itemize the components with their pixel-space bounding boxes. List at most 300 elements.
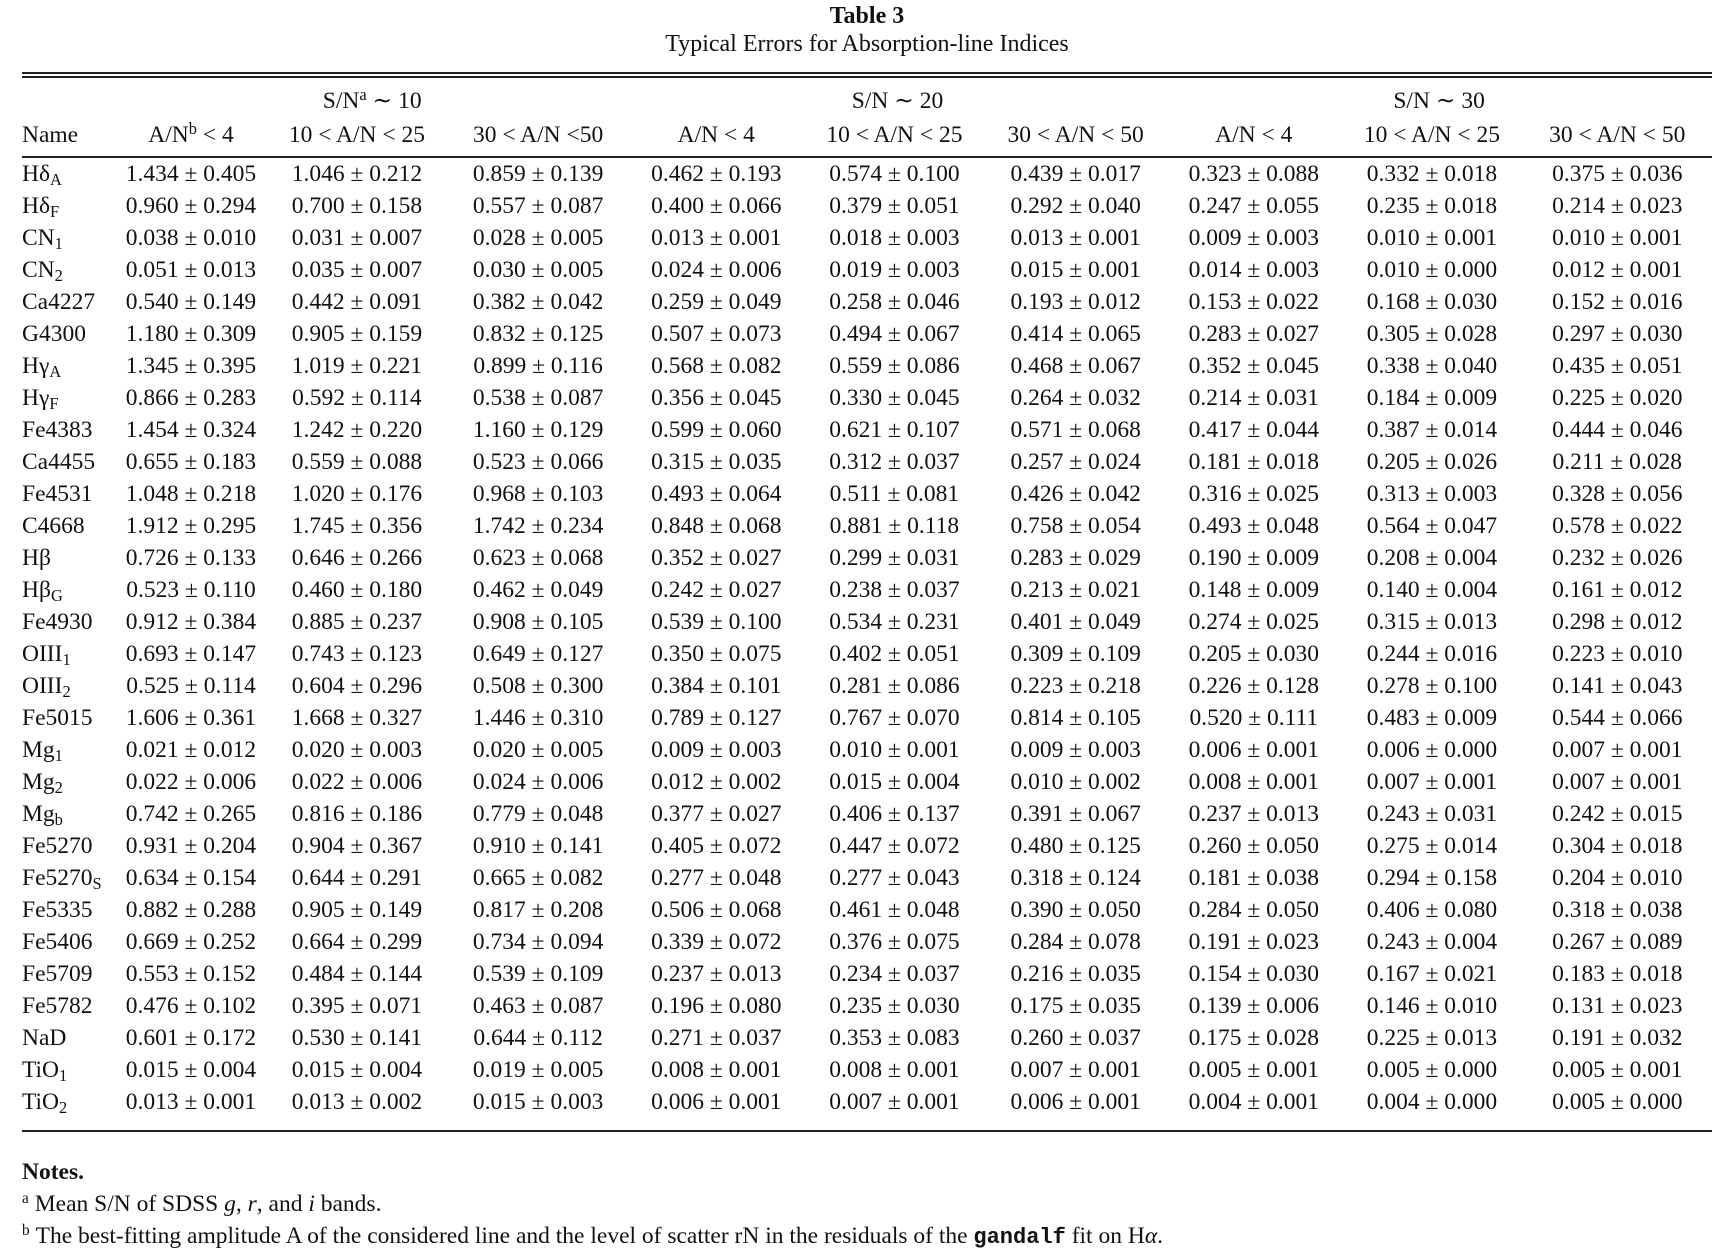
error-value: 0.534 ± 0.231 xyxy=(829,609,960,635)
error-value: 0.352 ± 0.027 xyxy=(651,545,782,571)
errors-table xyxy=(22,78,1712,1118)
index-name: NaD xyxy=(22,1025,67,1051)
error-value: 0.506 ± 0.068 xyxy=(651,897,782,923)
error-value: 0.237 ± 0.013 xyxy=(1188,801,1319,827)
index-name: $H\beta_G$ xyxy=(22,577,63,606)
error-value: 0.183 ± 0.018 xyxy=(1552,961,1683,987)
error-value: 0.742 ± 0.265 xyxy=(125,801,257,827)
error-value: 0.193 ± 0.012 xyxy=(1010,289,1141,315)
error-value: 0.323 ± 0.088 xyxy=(1188,161,1319,187)
index-name: Ca4227 xyxy=(22,289,96,315)
error-value: 0.277 ± 0.048 xyxy=(651,865,782,891)
error-value: 0.004 ± 0.000 xyxy=(1366,1089,1498,1115)
error-value: 0.181 ± 0.038 xyxy=(1188,865,1319,891)
error-value: 0.665 ± 0.082 xyxy=(472,865,604,891)
error-value: 0.243 ± 0.031 xyxy=(1366,801,1498,827)
error-value: 0.338 ± 0.040 xyxy=(1366,353,1498,379)
error-value: 0.015 ± 0.003 xyxy=(472,1089,604,1115)
error-value: 0.284 ± 0.050 xyxy=(1188,897,1319,923)
error-value: 0.235 ± 0.030 xyxy=(829,993,960,1019)
error-value: 0.208 ± 0.004 xyxy=(1366,545,1498,571)
error-value: 0.214 ± 0.031 xyxy=(1188,385,1319,411)
index-name: Fe4383 xyxy=(22,417,93,443)
table-row xyxy=(22,734,1712,766)
table-row xyxy=(22,702,1712,734)
error-value: 0.191 ± 0.032 xyxy=(1552,1025,1683,1051)
error-value: 0.316 ± 0.025 xyxy=(1188,481,1319,507)
error-value: 1.606 ± 0.361 xyxy=(125,705,257,731)
error-value: 0.544 ± 0.066 xyxy=(1552,705,1683,731)
column-header: 10 < A/N < 25 xyxy=(288,122,425,148)
error-value: 1.912 ± 0.295 xyxy=(125,513,257,539)
table-row xyxy=(22,414,1712,446)
error-value: 0.817 ± 0.208 xyxy=(472,897,604,923)
error-value: 0.022 ± 0.006 xyxy=(291,769,423,795)
error-value: 0.022 ± 0.006 xyxy=(125,769,257,795)
error-value: 0.910 ± 0.141 xyxy=(472,833,604,859)
error-value: 1.180 ± 0.309 xyxy=(125,321,257,347)
error-value: 1.019 ± 0.221 xyxy=(291,353,423,379)
table-row xyxy=(22,606,1712,638)
column-header: 30 < A/N < 50 xyxy=(1007,122,1144,148)
error-value: 0.313 ± 0.003 xyxy=(1366,481,1498,507)
error-value: 0.476 ± 0.102 xyxy=(125,993,257,1019)
error-value: 1.046 ± 0.212 xyxy=(291,161,423,187)
error-value: 0.882 ± 0.288 xyxy=(125,897,257,923)
error-value: 0.553 ± 0.152 xyxy=(125,961,257,987)
error-value: 0.758 ± 0.054 xyxy=(1010,513,1141,539)
error-value: 0.258 ± 0.046 xyxy=(829,289,960,315)
error-value: 0.196 ± 0.080 xyxy=(651,993,782,1019)
table-row xyxy=(22,286,1712,318)
index-name: TiO$_2$ xyxy=(22,1089,68,1118)
error-value: 0.931 ± 0.204 xyxy=(125,833,257,859)
error-value: 0.007 ± 0.001 xyxy=(1552,737,1683,763)
error-value: 0.235 ± 0.018 xyxy=(1366,193,1498,219)
table-row xyxy=(22,318,1712,350)
error-value: 0.191 ± 0.023 xyxy=(1188,929,1319,955)
group-header-row xyxy=(22,78,1712,116)
error-value: 0.905 ± 0.149 xyxy=(291,897,423,923)
error-value: 1.434 ± 0.405 xyxy=(125,161,257,187)
error-value: 0.205 ± 0.030 xyxy=(1188,641,1319,667)
error-value: 0.216 ± 0.035 xyxy=(1010,961,1141,987)
error-value: 0.153 ± 0.022 xyxy=(1188,289,1319,315)
group-header-sn10: $S/N^a$ ∼ 10 xyxy=(322,84,422,114)
error-value: 0.377 ± 0.027 xyxy=(651,801,782,827)
error-value: 0.447 ± 0.072 xyxy=(829,833,960,859)
error-value: 0.006 ± 0.001 xyxy=(1010,1089,1141,1115)
error-value: 0.031 ± 0.007 xyxy=(291,225,423,251)
error-value: 0.294 ± 0.158 xyxy=(1366,865,1498,891)
error-value: 0.414 ± 0.065 xyxy=(1010,321,1141,347)
error-value: 0.035 ± 0.007 xyxy=(291,257,423,283)
table-row xyxy=(22,542,1712,574)
error-value: 0.007 ± 0.001 xyxy=(829,1089,960,1115)
error-value: 0.859 ± 0.139 xyxy=(472,161,604,187)
error-value: 0.140 ± 0.004 xyxy=(1366,577,1498,603)
index-name: Hβ xyxy=(22,545,51,571)
index-name: G4300 xyxy=(22,321,86,347)
error-value: 0.899 ± 0.116 xyxy=(473,353,603,379)
error-value: 0.391 ± 0.067 xyxy=(1010,801,1141,827)
table-row xyxy=(22,574,1712,606)
error-value: 0.743 ± 0.123 xyxy=(291,641,423,667)
error-value: 0.005 ± 0.001 xyxy=(1552,1057,1683,1083)
error-value: 0.283 ± 0.027 xyxy=(1188,321,1319,347)
error-value: 0.379 ± 0.051 xyxy=(829,193,960,219)
error-value: 0.968 ± 0.103 xyxy=(472,481,604,507)
error-value: 0.274 ± 0.025 xyxy=(1188,609,1319,635)
error-value: 0.315 ± 0.013 xyxy=(1366,609,1498,635)
error-value: 0.816 ± 0.186 xyxy=(291,801,423,827)
column-header: 10 < A/N < 25 xyxy=(826,122,963,148)
error-value: 0.511 ± 0.081 xyxy=(829,481,960,507)
error-value: 0.493 ± 0.064 xyxy=(651,481,782,507)
index-name: Fe4531 xyxy=(22,481,93,507)
error-value: 0.382 ± 0.042 xyxy=(472,289,604,315)
index-name: Fe5709 xyxy=(22,961,93,987)
error-value: 0.480 ± 0.125 xyxy=(1010,833,1141,859)
error-value: 0.376 ± 0.075 xyxy=(829,929,960,955)
error-value: 0.538 ± 0.087 xyxy=(472,385,604,411)
error-value: 0.271 ± 0.037 xyxy=(651,1025,782,1051)
table-row xyxy=(22,478,1712,510)
error-value: 0.275 ± 0.014 xyxy=(1366,833,1498,859)
top-rule-outer xyxy=(22,72,1712,74)
error-value: 0.277 ± 0.043 xyxy=(829,865,960,891)
error-value: 0.175 ± 0.028 xyxy=(1188,1025,1319,1051)
index-name: $H\gamma_A$ xyxy=(22,353,62,382)
error-value: 0.390 ± 0.050 xyxy=(1010,897,1141,923)
error-value: 0.318 ± 0.038 xyxy=(1552,897,1683,923)
error-value: 0.789 ± 0.127 xyxy=(651,705,782,731)
index-name: $Mg_2$ xyxy=(22,769,63,798)
error-value: 0.484 ± 0.144 xyxy=(291,961,423,987)
error-value: 0.592 ± 0.114 xyxy=(292,385,422,411)
index-name: $Mg_b$ xyxy=(22,801,63,830)
error-value: 0.444 ± 0.046 xyxy=(1552,417,1683,443)
error-value: 0.601 ± 0.172 xyxy=(125,1025,257,1051)
error-value: 0.525 ± 0.114 xyxy=(126,673,256,699)
error-value: 0.298 ± 0.012 xyxy=(1552,609,1683,635)
error-value: 0.387 ± 0.014 xyxy=(1366,417,1498,443)
error-value: 0.232 ± 0.026 xyxy=(1552,545,1683,571)
column-header-name: Name xyxy=(22,122,79,148)
error-value: 0.463 ± 0.087 xyxy=(472,993,604,1019)
footnote-marker: b xyxy=(22,1222,30,1240)
index-name: Fe5335 xyxy=(22,897,93,923)
error-value: 1.454 ± 0.324 xyxy=(125,417,257,443)
error-value: 0.024 ± 0.006 xyxy=(651,257,782,283)
error-value: 0.161 ± 0.012 xyxy=(1552,577,1683,603)
table-row xyxy=(22,830,1712,862)
error-value: 0.234 ± 0.037 xyxy=(829,961,960,987)
error-value: 0.908 ± 0.105 xyxy=(472,609,604,635)
error-value: 0.540 ± 0.149 xyxy=(125,289,257,315)
column-header: A/N < 4 xyxy=(677,122,755,148)
error-value: 0.523 ± 0.066 xyxy=(472,449,604,475)
error-value: 0.284 ± 0.078 xyxy=(1010,929,1141,955)
error-value: 0.028 ± 0.005 xyxy=(472,225,604,251)
index-name: Fe5015 xyxy=(22,705,93,731)
error-value: 0.225 ± 0.020 xyxy=(1552,385,1683,411)
group-header-sn20: S/N ∼ 20 xyxy=(851,88,944,114)
index-name: $H\delta_F$ xyxy=(22,193,60,222)
error-value: 0.426 ± 0.042 xyxy=(1010,481,1141,507)
table-label: Table 3 xyxy=(829,3,905,29)
column-header-row xyxy=(22,116,1712,154)
error-value: 0.435 ± 0.051 xyxy=(1552,353,1683,379)
column-header: 30 < A/N < 50 xyxy=(1549,122,1686,148)
error-value: 0.260 ± 0.050 xyxy=(1188,833,1319,859)
error-value: 0.013 ± 0.001 xyxy=(125,1089,257,1115)
error-value: 0.225 ± 0.013 xyxy=(1366,1025,1498,1051)
table-row xyxy=(22,382,1712,414)
error-value: 1.160 ± 0.129 xyxy=(472,417,604,443)
error-value: 0.247 ± 0.055 xyxy=(1188,193,1319,219)
table-row xyxy=(22,510,1712,542)
error-value: 0.539 ± 0.100 xyxy=(651,609,782,635)
error-value: 0.848 ± 0.068 xyxy=(651,513,782,539)
error-value: 0.462 ± 0.193 xyxy=(651,161,782,187)
error-value: 0.154 ± 0.030 xyxy=(1188,961,1319,987)
error-value: 0.030 ± 0.005 xyxy=(472,257,604,283)
error-value: 0.005 ± 0.000 xyxy=(1552,1089,1683,1115)
error-value: 1.020 ± 0.176 xyxy=(291,481,423,507)
error-value: 0.141 ± 0.043 xyxy=(1552,673,1683,699)
error-value: 0.578 ± 0.022 xyxy=(1552,513,1683,539)
error-value: 0.013 ± 0.001 xyxy=(1010,225,1141,251)
error-value: 0.315 ± 0.035 xyxy=(651,449,782,475)
column-header: 10 < A/N < 25 xyxy=(1363,122,1501,148)
error-value: 0.297 ± 0.030 xyxy=(1552,321,1683,347)
table-row xyxy=(22,254,1712,286)
table-row xyxy=(22,1086,1712,1118)
error-value: 0.604 ± 0.296 xyxy=(291,673,423,699)
error-value: 0.881 ± 0.118 xyxy=(829,513,960,539)
error-value: 0.406 ± 0.080 xyxy=(1366,897,1498,923)
error-value: 0.352 ± 0.045 xyxy=(1188,353,1319,379)
error-value: 0.007 ± 0.001 xyxy=(1010,1057,1141,1083)
index-name: $H\delta_A$ xyxy=(22,161,62,190)
error-value: 0.021 ± 0.012 xyxy=(125,737,257,763)
error-value: 0.520 ± 0.111 xyxy=(1189,705,1319,731)
error-value: 0.184 ± 0.009 xyxy=(1366,385,1498,411)
table-row xyxy=(22,990,1712,1022)
error-value: 0.214 ± 0.023 xyxy=(1552,193,1683,219)
table-row xyxy=(22,350,1712,382)
error-value: 0.571 ± 0.068 xyxy=(1010,417,1141,443)
error-value: 0.038 ± 0.010 xyxy=(125,225,257,251)
bottom-rule xyxy=(22,1130,1712,1132)
group-header-sn30: S/N ∼ 30 xyxy=(1393,88,1485,114)
error-value: 0.012 ± 0.002 xyxy=(651,769,782,795)
error-value: 0.181 ± 0.018 xyxy=(1188,449,1319,475)
error-value: 0.353 ± 0.083 xyxy=(829,1025,960,1051)
error-value: 0.006 ± 0.001 xyxy=(1188,737,1319,763)
error-value: 0.832 ± 0.125 xyxy=(472,321,604,347)
error-value: 0.006 ± 0.000 xyxy=(1366,737,1498,763)
error-value: 0.523 ± 0.110 xyxy=(126,577,256,603)
error-value: 0.007 ± 0.001 xyxy=(1366,769,1498,795)
error-value: 1.742 ± 0.234 xyxy=(472,513,604,539)
error-value: 0.779 ± 0.048 xyxy=(472,801,604,827)
index-name: $OIII_2$ xyxy=(22,673,71,702)
error-value: 0.574 ± 0.100 xyxy=(829,161,960,187)
error-value: 1.242 ± 0.220 xyxy=(291,417,423,443)
error-value: 0.905 ± 0.159 xyxy=(291,321,423,347)
error-value: 0.020 ± 0.005 xyxy=(472,737,604,763)
error-value: 0.010 ± 0.000 xyxy=(1366,257,1498,283)
error-value: 0.693 ± 0.147 xyxy=(125,641,257,667)
error-value: 0.018 ± 0.003 xyxy=(829,225,960,251)
error-value: 0.305 ± 0.028 xyxy=(1366,321,1498,347)
error-value: 0.726 ± 0.133 xyxy=(125,545,257,571)
error-value: 0.644 ± 0.291 xyxy=(291,865,423,891)
error-value: 0.013 ± 0.002 xyxy=(291,1089,423,1115)
index-name: Ca4455 xyxy=(22,449,96,475)
error-value: 0.634 ± 0.154 xyxy=(125,865,257,891)
footnote-b: $^b$ The best-fitting amplitude A of the considered line and the level of scatter rN in the residuals of the gandalf fit on Hα. xyxy=(22,1222,1164,1250)
error-value: 0.019 ± 0.003 xyxy=(829,257,960,283)
error-value: 0.223 ± 0.218 xyxy=(1010,673,1141,699)
error-value: 0.004 ± 0.001 xyxy=(1188,1089,1319,1115)
error-value: 0.312 ± 0.037 xyxy=(829,449,960,475)
footnote-a: $^a$ Mean S/N of SDSS g, r, and i bands. xyxy=(22,1190,382,1217)
error-value: 0.015 ± 0.004 xyxy=(829,769,960,795)
error-value: 0.375 ± 0.036 xyxy=(1552,161,1683,187)
index-name: $CN_2$ xyxy=(22,257,63,286)
error-value: 0.005 ± 0.001 xyxy=(1188,1057,1319,1083)
error-value: 0.243 ± 0.004 xyxy=(1366,929,1498,955)
error-value: 0.328 ± 0.056 xyxy=(1552,481,1683,507)
index-name: $H\gamma_F$ xyxy=(22,385,59,414)
error-value: 0.013 ± 0.001 xyxy=(651,225,782,251)
error-value: 0.167 ± 0.021 xyxy=(1366,961,1498,987)
error-value: 0.223 ± 0.010 xyxy=(1552,641,1683,667)
error-value: 0.281 ± 0.086 xyxy=(829,673,960,699)
error-value: 0.350 ± 0.075 xyxy=(651,641,782,667)
table-row xyxy=(22,926,1712,958)
error-value: 0.213 ± 0.021 xyxy=(1010,577,1141,603)
error-value: 0.649 ± 0.127 xyxy=(472,641,604,667)
error-value: 0.507 ± 0.073 xyxy=(651,321,782,347)
error-value: 0.175 ± 0.035 xyxy=(1010,993,1141,1019)
error-value: 0.439 ± 0.017 xyxy=(1010,161,1141,187)
error-value: 0.010 ± 0.001 xyxy=(1366,225,1498,251)
error-value: 0.356 ± 0.045 xyxy=(651,385,782,411)
error-value: 0.330 ± 0.045 xyxy=(829,385,960,411)
table-row xyxy=(22,1022,1712,1054)
error-value: 1.446 ± 0.310 xyxy=(472,705,604,731)
notes-heading: Notes. xyxy=(22,1159,84,1185)
index-name: Fe5406 xyxy=(22,929,93,955)
error-value: 0.190 ± 0.009 xyxy=(1188,545,1319,571)
error-value: 0.148 ± 0.009 xyxy=(1188,577,1319,603)
error-value: 0.226 ± 0.128 xyxy=(1188,673,1319,699)
table-row xyxy=(22,862,1712,894)
error-value: 0.211 ± 0.028 xyxy=(1552,449,1683,475)
table-row xyxy=(22,446,1712,478)
error-value: 0.014 ± 0.003 xyxy=(1188,257,1319,283)
error-value: 0.299 ± 0.031 xyxy=(829,545,960,571)
error-value: 0.395 ± 0.071 xyxy=(291,993,423,1019)
index-name: C4668 xyxy=(22,513,85,539)
error-value: 0.152 ± 0.016 xyxy=(1552,289,1683,315)
error-value: 0.960 ± 0.294 xyxy=(125,193,257,219)
error-value: 0.292 ± 0.040 xyxy=(1010,193,1141,219)
error-value: 0.242 ± 0.015 xyxy=(1552,801,1683,827)
index-name: Fe5782 xyxy=(22,993,93,1019)
error-value: 0.559 ± 0.088 xyxy=(291,449,423,475)
error-value: 0.260 ± 0.037 xyxy=(1010,1025,1141,1051)
index-name: Fe4930 xyxy=(22,609,93,635)
error-value: 0.015 ± 0.004 xyxy=(125,1057,257,1083)
error-value: 0.400 ± 0.066 xyxy=(651,193,782,219)
error-value: 0.008 ± 0.001 xyxy=(829,1057,960,1083)
error-value: 0.461 ± 0.048 xyxy=(829,897,960,923)
error-value: 0.010 ± 0.001 xyxy=(1552,225,1683,251)
table-row xyxy=(22,798,1712,830)
error-value: 0.010 ± 0.001 xyxy=(829,737,960,763)
error-value: 0.008 ± 0.001 xyxy=(651,1057,782,1083)
error-value: 0.644 ± 0.112 xyxy=(473,1025,603,1051)
error-value: 0.530 ± 0.141 xyxy=(291,1025,423,1051)
footnote-marker: a xyxy=(22,1190,29,1208)
error-value: 0.669 ± 0.252 xyxy=(125,929,257,955)
error-value: 0.019 ± 0.005 xyxy=(472,1057,604,1083)
error-value: 0.885 ± 0.237 xyxy=(291,609,423,635)
error-value: 0.564 ± 0.047 xyxy=(1366,513,1498,539)
error-value: 0.646 ± 0.266 xyxy=(291,545,423,571)
error-value: 0.146 ± 0.010 xyxy=(1366,993,1498,1019)
table-notes xyxy=(22,1156,1163,1254)
error-value: 0.402 ± 0.051 xyxy=(829,641,960,667)
error-value: 0.912 ± 0.384 xyxy=(125,609,257,635)
error-value: 0.257 ± 0.024 xyxy=(1010,449,1141,475)
error-value: 0.405 ± 0.072 xyxy=(651,833,782,859)
error-value: 0.008 ± 0.001 xyxy=(1188,769,1319,795)
index-name: TiO$_1$ xyxy=(22,1057,68,1086)
error-value: 0.468 ± 0.067 xyxy=(1010,353,1141,379)
error-value: 0.131 ± 0.023 xyxy=(1552,993,1683,1019)
error-value: 0.139 ± 0.006 xyxy=(1188,993,1319,1019)
index-name: $CN_1$ xyxy=(22,225,63,254)
table-row xyxy=(22,958,1712,990)
error-value: 0.559 ± 0.086 xyxy=(829,353,960,379)
table-row xyxy=(22,894,1712,926)
error-value: 0.051 ± 0.013 xyxy=(125,257,257,283)
error-value: 0.009 ± 0.003 xyxy=(1188,225,1319,251)
table-row xyxy=(22,222,1712,254)
error-value: 0.304 ± 0.018 xyxy=(1552,833,1683,859)
error-value: 0.460 ± 0.180 xyxy=(291,577,423,603)
error-value: 0.005 ± 0.000 xyxy=(1366,1057,1498,1083)
table-row xyxy=(22,766,1712,798)
index-name: $Fe5270_S$ xyxy=(22,865,102,894)
error-value: 0.904 ± 0.367 xyxy=(291,833,423,859)
error-value: 0.599 ± 0.060 xyxy=(651,417,782,443)
error-value: 0.020 ± 0.003 xyxy=(291,737,423,763)
error-value: 0.006 ± 0.001 xyxy=(651,1089,782,1115)
error-value: 0.009 ± 0.003 xyxy=(1010,737,1141,763)
error-value: 0.339 ± 0.072 xyxy=(651,929,782,955)
error-value: 0.406 ± 0.137 xyxy=(829,801,960,827)
table-row xyxy=(22,670,1712,702)
error-value: 0.417 ± 0.044 xyxy=(1188,417,1319,443)
error-value: 0.623 ± 0.068 xyxy=(472,545,604,571)
